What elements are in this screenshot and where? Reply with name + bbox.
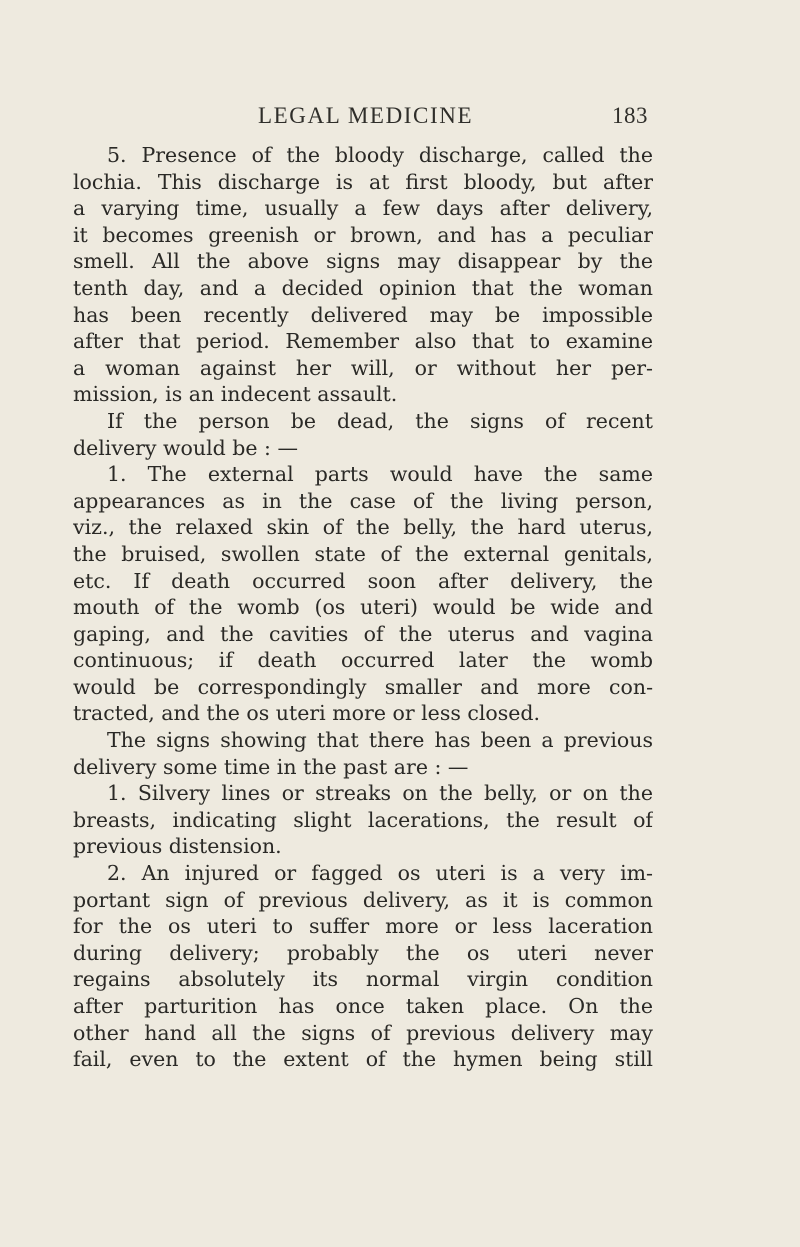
text-line: other hand all the signs of previous delivery may (73, 1020, 653, 1045)
text-line: regains absolutely its normal virgin condition (73, 967, 653, 992)
text-line: lochia. This discharge is at first bloody, but after (73, 169, 653, 194)
text-line: it becomes greenish or brown, and has a peculiar (73, 222, 653, 247)
text-line: previous distension. (73, 834, 282, 859)
text-line: 2. An injured or fagged os uteri is a very im- (107, 861, 653, 886)
text-line: If the person be dead, the signs of recent (107, 408, 653, 433)
text-line: after that period. Remember also that to examine (73, 329, 653, 354)
text-line: delivery would be : — (73, 435, 298, 460)
text-line: would be correspondingly smaller and more con- (73, 674, 653, 699)
text-line: during delivery; probably the os uteri never (73, 940, 653, 965)
text-line: fail, even to the extent of the hymen being still (73, 1047, 653, 1072)
text-line: appearances as in the case of the living person, (73, 488, 653, 513)
text-line: breasts, indicating slight lacerations, the result of (73, 807, 653, 832)
text-line: 1. The external parts would have the same (107, 462, 653, 487)
page-number: 183 (612, 103, 648, 128)
running-title: LEGAL MEDICINE (258, 103, 474, 128)
text-line: viz., the relaxed skin of the belly, the hard uterus, (73, 515, 653, 540)
text-line: smell. All the above signs may disappear by the (73, 249, 653, 274)
text-line: tracted, and the os uteri more or less closed. (73, 701, 541, 726)
body-text (73, 142, 653, 1073)
text-line: after parturition has once taken place. On the (73, 994, 653, 1018)
text-line: mission, is an indecent assault. (73, 382, 398, 407)
text-line: continuous; if death occurred later the womb (73, 648, 653, 673)
running-head (0, 103, 800, 133)
text-line: a varying time, usually a few days after delivery, (73, 196, 653, 221)
text-line: portant sign of previous delivery, as it is common (73, 887, 653, 912)
text-line: etc. If death occurred soon after delivery, the (73, 568, 653, 593)
text-line: for the os uteri to suffer more or less laceration (73, 914, 653, 939)
text-line: the bruised, swollen state of the external genitals, (73, 541, 653, 566)
text-line: 5. Presence of the bloody discharge, called the (107, 143, 653, 167)
text-line: has been recently delivered may be impossible (73, 302, 653, 327)
text-line: a woman against her will, or without her per- (73, 355, 653, 380)
text-line: The signs showing that there has been a previous (107, 728, 653, 753)
text-line: delivery some time in the past are : — (73, 754, 469, 779)
text-line: gaping, and the cavities of the uterus and vagina (73, 621, 653, 646)
text-line: tenth day, and a decided opinion that the woman (73, 275, 653, 300)
text-line: mouth of the womb (os uteri) would be wide and (73, 595, 653, 620)
text-line: 1. Silvery lines or streaks on the belly, or on the (107, 781, 653, 806)
